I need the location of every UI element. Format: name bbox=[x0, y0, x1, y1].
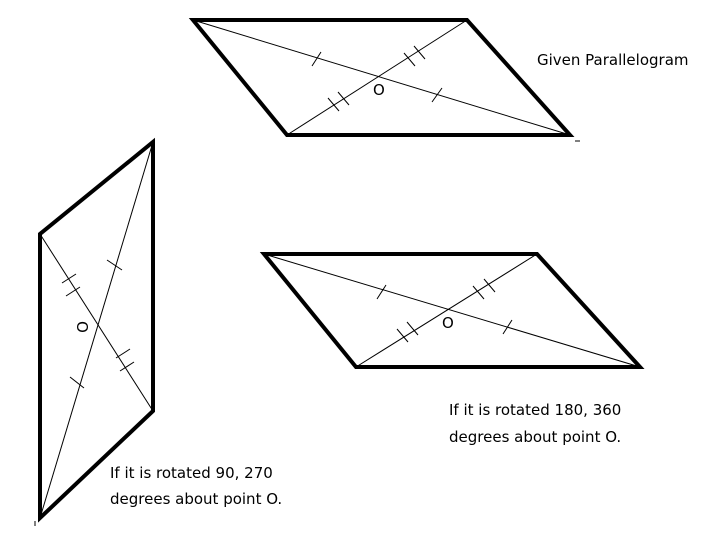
point-o-label-rotated-90: O bbox=[73, 321, 92, 333]
point-o-label-rotated-180: O bbox=[442, 314, 454, 332]
rotated-90-caption-line-2: degrees about point O. bbox=[110, 490, 283, 508]
rotated-180-caption-line-2: degrees about point O. bbox=[449, 428, 622, 446]
given-parallelogram bbox=[193, 20, 580, 141]
given-parallelogram-caption: Given Parallelogram bbox=[537, 51, 689, 69]
rotated-90-caption-line-1: If it is rotated 90, 270 bbox=[110, 464, 273, 482]
point-o-label-given: O bbox=[373, 81, 385, 99]
rotated-180-parallelogram bbox=[264, 254, 640, 367]
rotated-180-caption-line-1: If it is rotated 180, 360 bbox=[449, 401, 622, 419]
